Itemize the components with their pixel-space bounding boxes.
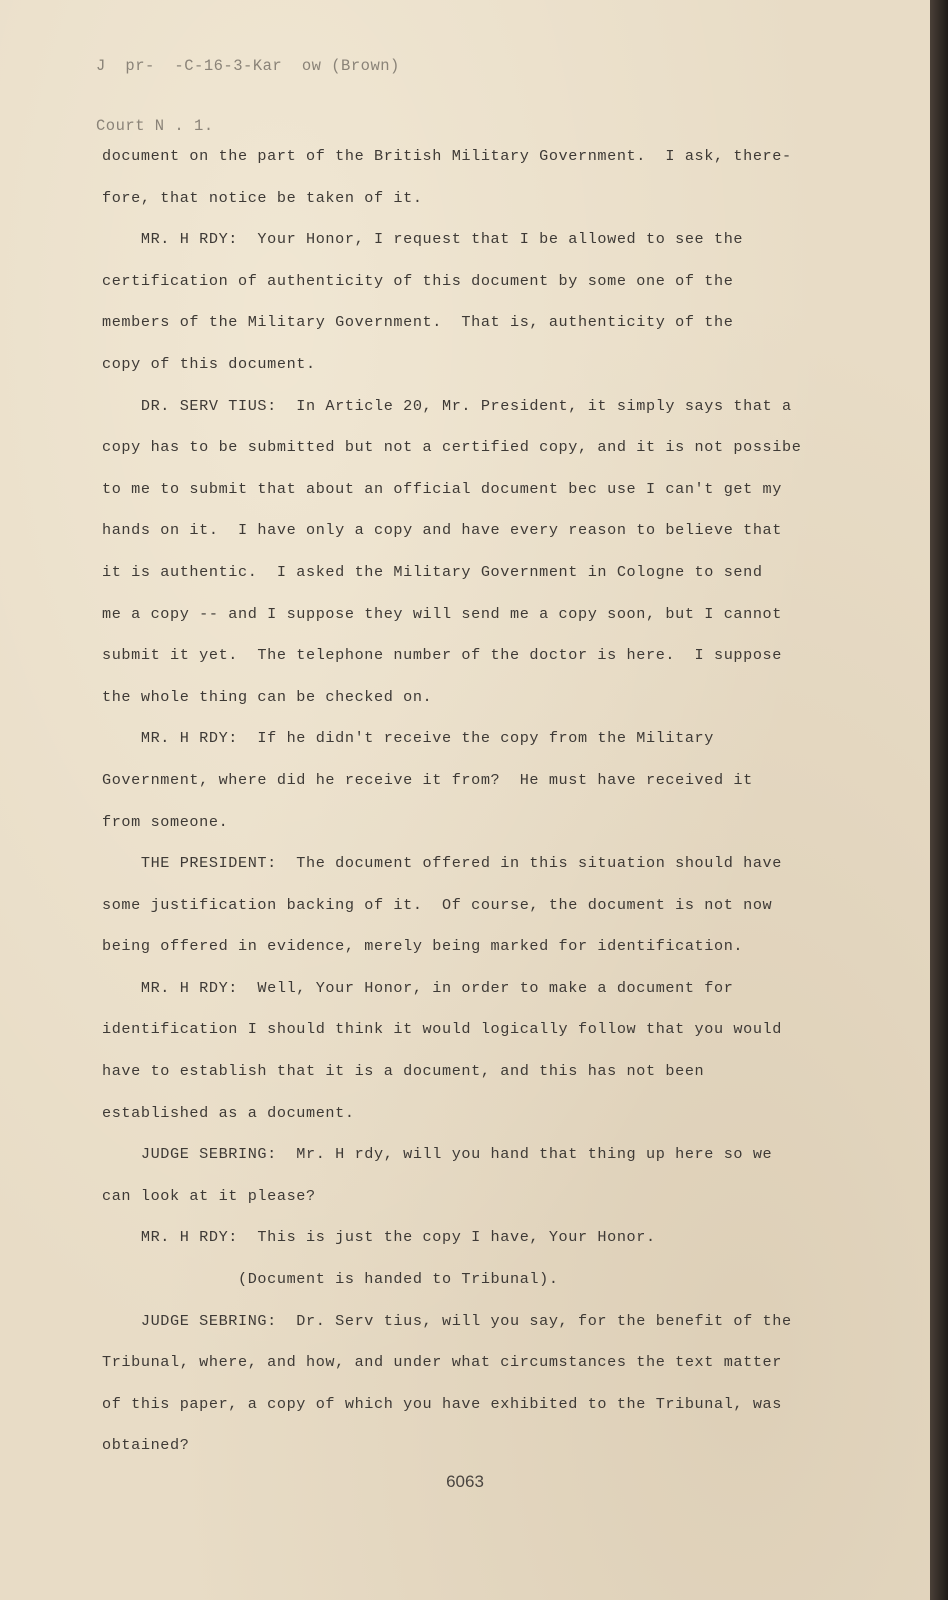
transcript-line: from someone. [102,812,229,831]
transcript-line: of this paper, a copy of which you have exhibited to the Tribunal, was [102,1394,782,1413]
transcript-line: it is authentic. I asked the Military Government in Cologne to send [102,562,763,581]
header-case-line: J pr- -C-16-3-Kar ow (Brown) [96,57,400,75]
transcript-line: MR. H RDY: Well, Your Honor, in order to make a document for [102,978,734,997]
transcript-line: established as a document. [102,1103,355,1122]
transcript-line: THE PRESIDENT: The document offered in this situation should have [102,854,782,873]
transcript-line: me a copy -- and I suppose they will send me a copy soon, but I cannot [102,604,782,623]
transcript-line: obtained? [102,1436,190,1455]
header-court-line: Court N . 1. [96,117,214,135]
transcript-line: MR. H RDY: If he didn't receive the copy from the Military [102,729,714,748]
transcript-line: copy of this document. [102,354,316,373]
transcript-line: submit it yet. The telephone number of the doctor is here. I suppose [102,646,782,665]
transcript-body [102,136,842,1467]
transcript-line: some justification backing of it. Of course, the document is not now [102,895,773,914]
transcript-line: Tribunal, where, and how, and under what circumstances the text matter [102,1353,782,1372]
transcript-line: (Document is handed to Tribunal). [102,1270,559,1289]
transcript-line: MR. H RDY: This is just the copy I have, Your Honor. [102,1228,656,1247]
transcript-line: to me to submit that about an official document bec use I can't get my [102,479,782,498]
transcript-line: members of the Military Government. That is, authenticity of the [102,313,734,332]
transcript-line: fore, that notice be taken of it. [102,188,423,207]
transcript-line: can look at it please? [102,1186,316,1205]
transcript-line: JUDGE SEBRING: Dr. Serv tius, will you say, for the benefit of the [102,1311,792,1330]
transcript-line: copy has to be submitted but not a certified copy, and it is not possibe [102,438,802,457]
transcript-line: have to establish that it is a document, and this has not been [102,1062,705,1081]
transcript-line: Government, where did he receive it from? He must have received it [102,770,753,789]
transcript-line: MR. H RDY: Your Honor, I request that I be allowed to see the [102,230,744,249]
transcript-line: DR. SERV TIUS: In Article 20, Mr. President, it simply says that a [102,396,792,415]
transcript-line: certification of authenticity of this document by some one of the [102,271,734,290]
transcript-line: being offered in evidence, merely being marked for identification. [102,937,744,956]
transcript-line: identification I should think it would logically follow that you would [102,1020,782,1039]
page-number: 6063 [446,1472,484,1491]
scan-edge [930,0,948,1600]
transcript-line: JUDGE SEBRING: Mr. H rdy, will you hand that thing up here so we [102,1145,773,1164]
transcript-line: hands on it. I have only a copy and have every reason to believe that [102,521,782,540]
transcript-line: document on the part of the British Military Government. I ask, there- [102,147,792,165]
transcript-line: the whole thing can be checked on. [102,687,433,706]
